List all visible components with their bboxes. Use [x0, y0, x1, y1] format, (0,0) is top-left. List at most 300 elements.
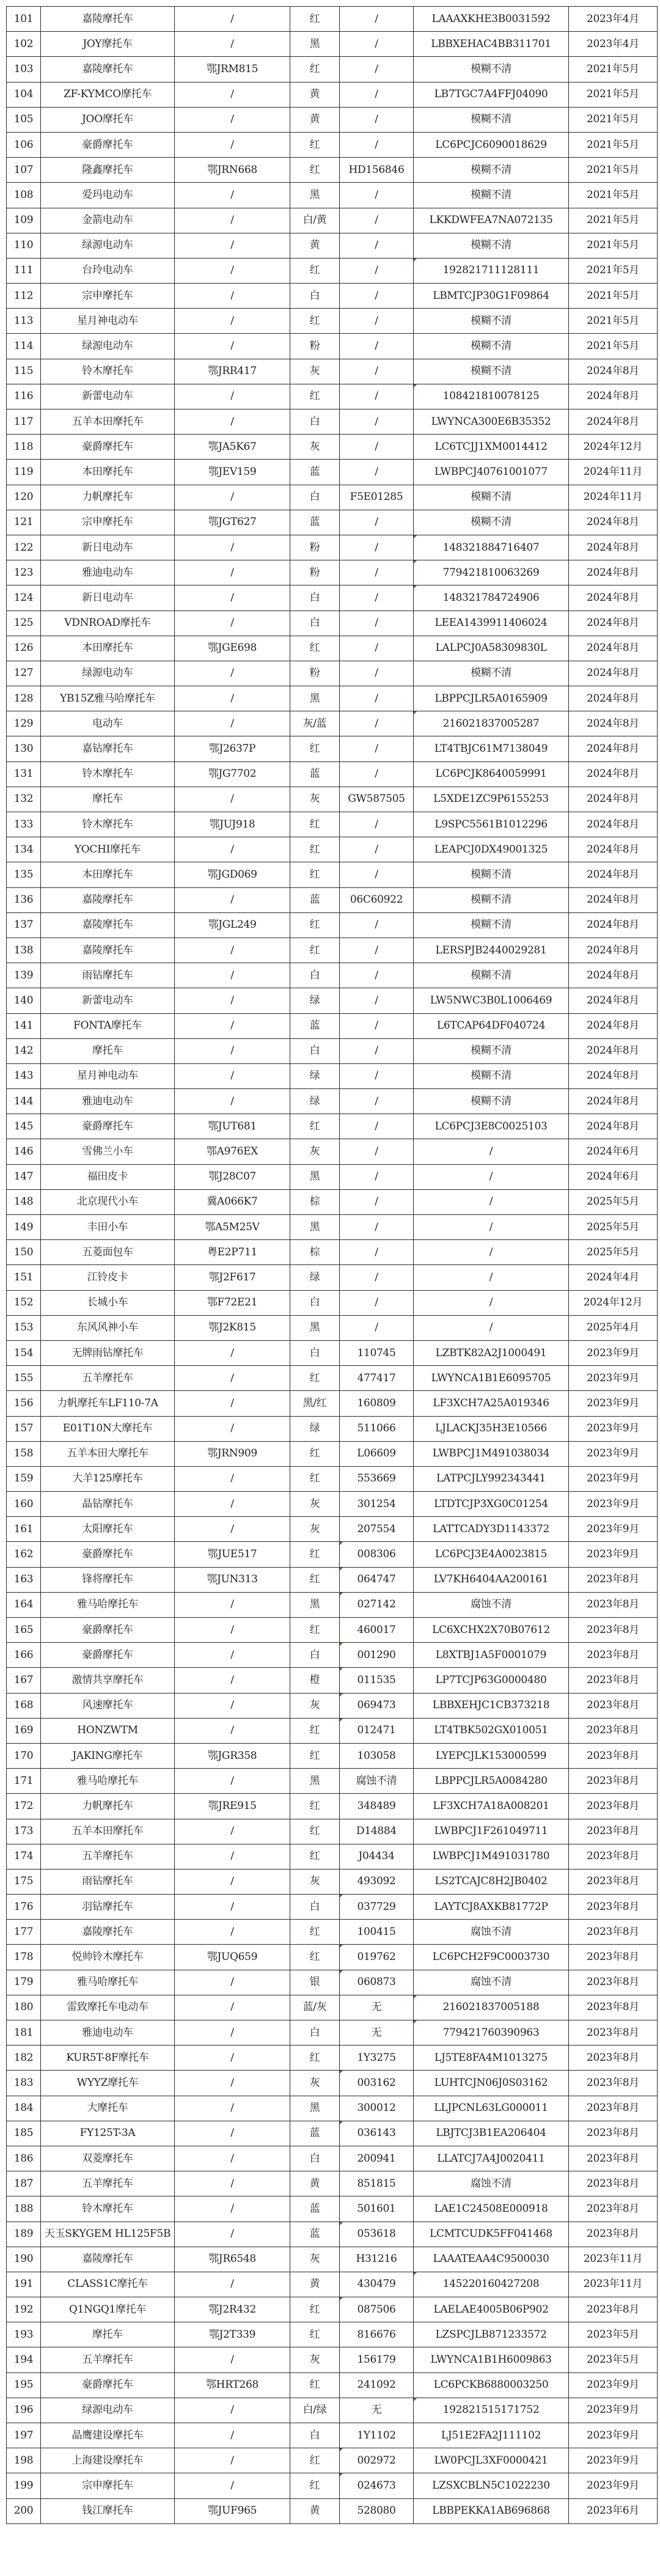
plate-number-cell: /	[175, 686, 290, 711]
row-number-cell: 190	[7, 2247, 41, 2272]
date-cell: 2023年9月	[569, 1542, 658, 1567]
vin-cell: /	[414, 1240, 569, 1265]
plate-number-cell: /	[175, 963, 290, 988]
date-cell: 2023年8月	[569, 1895, 658, 1920]
date-cell: 2023年8月	[569, 2071, 658, 2096]
vin-cell: LATTCADY3D1143372	[414, 1517, 569, 1542]
row-number-cell: 174	[7, 1844, 41, 1869]
color-cell: 白	[290, 2020, 340, 2046]
row-number-cell: 157	[7, 1416, 41, 1441]
date-cell: 2023年8月	[569, 2171, 658, 2196]
color-cell: 红	[290, 2372, 340, 2398]
engine-number-cell: /	[340, 435, 414, 460]
vin-cell: LLJPCNL63LG000011	[414, 2096, 569, 2121]
vin-cell: 模糊不清	[414, 862, 569, 887]
vin-cell: 腐蚀不清	[414, 1920, 569, 1945]
vin-cell: LCMTCUDK5FF041468	[414, 2222, 569, 2247]
plate-number-cell: /	[175, 1869, 290, 1894]
color-cell: 白	[290, 1038, 340, 1063]
table-row	[7, 1089, 658, 1114]
vehicle-name-cell: 晶鹰建设摩托车	[41, 2423, 175, 2448]
engine-number-cell: /	[340, 460, 414, 485]
row-number-cell: 132	[7, 787, 41, 812]
row-number-cell: 124	[7, 585, 41, 611]
plate-number-cell: /	[175, 2096, 290, 2121]
row-number-cell: 101	[7, 7, 41, 32]
engine-number-cell: 300012	[340, 2096, 414, 2121]
date-cell: 2023年8月	[569, 1693, 658, 1718]
vehicle-name-cell: 上海建设摩托车	[41, 2448, 175, 2473]
plate-number-cell: /	[175, 2222, 290, 2247]
vehicle-name-cell: 嘉陵摩托车	[41, 938, 175, 963]
vehicle-name-cell: 晶钻摩托车	[41, 1492, 175, 1517]
engine-number-cell: /	[340, 384, 414, 409]
color-cell: 红	[290, 2473, 340, 2498]
color-cell: 蓝	[290, 2196, 340, 2222]
vin-cell: LALPCJ0A58309830L	[414, 636, 569, 661]
date-cell: 2024年6月	[569, 1139, 658, 1164]
color-cell: 灰	[290, 2247, 340, 2272]
engine-number-cell: /	[340, 636, 414, 661]
plate-number-cell: 鄂J28C07	[175, 1164, 290, 1189]
vin-cell: LBBXEHJC1CB373218	[414, 1693, 569, 1718]
date-cell: 2024年8月	[569, 611, 658, 636]
vehicle-name-cell: 嘉陵摩托车	[41, 912, 175, 938]
date-cell: 2023年8月	[569, 1819, 658, 1844]
row-number-cell: 120	[7, 485, 41, 510]
vin-cell: LATPCJLY992343441	[414, 1466, 569, 1491]
plate-number-cell: 鄂JGT627	[175, 510, 290, 535]
vin-cell: LZSPCJLB871233572	[414, 2322, 569, 2347]
date-cell: 2024年8月	[569, 535, 658, 560]
engine-number-cell: /	[340, 284, 414, 309]
date-cell: 2024年12月	[569, 1290, 658, 1315]
vehicle-name-cell: 钱江摩托车	[41, 2498, 175, 2523]
vin-cell: LF3XCH7A18A008201	[414, 1794, 569, 1819]
engine-number-cell: /	[340, 1089, 414, 1114]
plate-number-cell: /	[175, 2071, 290, 2096]
plate-number-cell: /	[175, 787, 290, 812]
engine-number-cell: /	[340, 359, 414, 384]
engine-number-cell: 002972	[340, 2448, 414, 2473]
vehicle-name-cell: 绿源电动车	[41, 334, 175, 359]
vin-cell: /	[414, 1290, 569, 1315]
date-cell: 2023年11月	[569, 2272, 658, 2297]
engine-number-cell: /	[340, 736, 414, 761]
color-cell: 灰	[290, 2347, 340, 2372]
engine-number-cell: 301254	[340, 1492, 414, 1517]
vin-cell: 模糊不清	[414, 158, 569, 183]
vehicle-name-cell: JOO摩托车	[41, 107, 175, 132]
date-cell: 2024年8月	[569, 938, 658, 963]
color-cell: 银	[290, 1970, 340, 1995]
vin-cell: LERSPJB2440029281	[414, 938, 569, 963]
table-row	[7, 1995, 658, 2020]
vehicle-name-cell: 双菱摩托车	[41, 2146, 175, 2171]
engine-number-cell: /	[340, 334, 414, 359]
vehicle-name-cell: 摩托车	[41, 1038, 175, 1063]
row-number-cell: 159	[7, 1466, 41, 1491]
vehicle-name-cell: 电动车	[41, 711, 175, 736]
vehicle-name-cell: 五羊本田摩托车	[41, 409, 175, 435]
vehicle-name-cell: VDNROAD摩托车	[41, 611, 175, 636]
row-number-cell: 184	[7, 2096, 41, 2121]
table-row	[7, 107, 658, 132]
date-cell: 2024年11月	[569, 460, 658, 485]
date-cell: 2024年8月	[569, 736, 658, 761]
vin-cell: 模糊不清	[414, 661, 569, 686]
plate-number-cell: /	[175, 2046, 290, 2071]
date-cell: 2023年9月	[569, 1466, 658, 1491]
table-row	[7, 485, 658, 510]
table-row	[7, 1063, 658, 1088]
date-cell: 2023年8月	[569, 1743, 658, 1768]
engine-number-cell: /	[340, 132, 414, 157]
vehicle-name-cell: 五羊本田摩托车	[41, 1819, 175, 1844]
row-number-cell: 107	[7, 158, 41, 183]
row-number-cell: 121	[7, 510, 41, 535]
table-row	[7, 2322, 658, 2347]
plate-number-cell: 鄂JUN313	[175, 1567, 290, 1592]
vehicle-name-cell: 太阳摩托车	[41, 1517, 175, 1542]
date-cell: 2024年8月	[569, 1089, 658, 1114]
date-cell: 2021年5月	[569, 258, 658, 283]
row-number-cell: 183	[7, 2071, 41, 2096]
plate-number-cell: 鄂JRM815	[175, 57, 290, 82]
row-number-cell: 152	[7, 1290, 41, 1315]
engine-number-cell: /	[340, 560, 414, 585]
vehicle-name-cell: 东风风神小车	[41, 1315, 175, 1340]
date-cell: 2024年8月	[569, 761, 658, 787]
engine-number-cell: 027142	[340, 1592, 414, 1617]
date-cell: 2024年6月	[569, 1164, 658, 1189]
vehicle-name-cell: 铃木摩托车	[41, 2196, 175, 2222]
vehicle-name-cell: 新蕾电动车	[41, 988, 175, 1013]
table-row	[7, 2272, 658, 2297]
vehicle-name-cell: 天玉SKYGEM HL125F5B	[41, 2222, 175, 2247]
date-cell: 2023年8月	[569, 1718, 658, 1743]
vehicle-name-cell: 五羊摩托车	[41, 1366, 175, 1391]
table-row	[7, 1139, 658, 1164]
plate-number-cell: /	[175, 132, 290, 157]
vin-cell: L6TCAP64DF040724	[414, 1013, 569, 1038]
engine-number-cell: /	[340, 258, 414, 283]
date-cell: 2024年11月	[569, 485, 658, 510]
vehicle-name-cell: 大羊125摩托车	[41, 1466, 175, 1491]
vehicle-name-cell: 雅马哈摩托车	[41, 1592, 175, 1617]
plate-number-cell: /	[175, 1038, 290, 1063]
color-cell: 蓝/灰	[290, 1995, 340, 2020]
table-row	[7, 258, 658, 283]
engine-number-cell: 060873	[340, 1970, 414, 1995]
engine-number-cell: /	[340, 1290, 414, 1315]
vin-cell: /	[414, 1315, 569, 1340]
color-cell: 白	[290, 1290, 340, 1315]
row-number-cell: 142	[7, 1038, 41, 1063]
row-number-cell: 150	[7, 1240, 41, 1265]
plate-number-cell: /	[175, 1013, 290, 1038]
vehicle-name-cell: 雅迪电动车	[41, 560, 175, 585]
engine-number-cell: 001290	[340, 1643, 414, 1668]
engine-number-cell: 207554	[340, 1517, 414, 1542]
table-row	[7, 460, 658, 485]
engine-number-cell: D14884	[340, 1819, 414, 1844]
plate-number-cell: /	[175, 1492, 290, 1517]
color-cell: 红	[290, 912, 340, 938]
engine-number-cell: /	[340, 661, 414, 686]
vin-cell: 779421810063269	[414, 560, 569, 585]
vin-cell: LAELAE4005B06P902	[414, 2297, 569, 2322]
color-cell: 蓝	[290, 887, 340, 912]
color-cell: 白	[290, 585, 340, 611]
row-number-cell: 122	[7, 535, 41, 560]
table-row	[7, 57, 658, 82]
engine-number-cell: 069473	[340, 1693, 414, 1718]
row-number-cell: 173	[7, 1819, 41, 1844]
row-number-cell: 198	[7, 2448, 41, 2473]
vehicle-name-cell: 嘉陵摩托车	[41, 1920, 175, 1945]
vehicle-name-cell: 豪爵摩托车	[41, 1618, 175, 1643]
table-row	[7, 1844, 658, 1869]
plate-number-cell: /	[175, 1366, 290, 1391]
date-cell: 2023年9月	[569, 1366, 658, 1391]
date-cell: 2021年5月	[569, 284, 658, 309]
row-number-cell: 199	[7, 2473, 41, 2498]
vehicle-name-cell: YOCHI摩托车	[41, 837, 175, 862]
vin-cell: 模糊不清	[414, 887, 569, 912]
engine-number-cell: /	[340, 862, 414, 887]
plate-number-cell: 鄂JG7702	[175, 761, 290, 787]
date-cell: 2024年8月	[569, 787, 658, 812]
engine-number-cell: 493092	[340, 1869, 414, 1894]
vin-cell: LZSXCBLN5C1022230	[414, 2473, 569, 2498]
table-row	[7, 912, 658, 938]
date-cell: 2023年9月	[569, 1441, 658, 1466]
plate-number-cell: /	[175, 1466, 290, 1491]
color-cell: 红	[290, 1718, 340, 1743]
engine-number-cell: /	[340, 1164, 414, 1189]
vin-cell: LTDTCJP3XG0C01254	[414, 1492, 569, 1517]
table-row	[7, 1114, 658, 1139]
vehicle-name-cell: 豪爵摩托车	[41, 2372, 175, 2398]
row-number-cell: 103	[7, 57, 41, 82]
row-number-cell: 127	[7, 661, 41, 686]
date-cell: 2023年9月	[569, 2473, 658, 2498]
vin-cell: 模糊不清	[414, 107, 569, 132]
plate-number-cell: /	[175, 107, 290, 132]
color-cell: 红	[290, 1794, 340, 1819]
vin-cell: 192821711128111	[414, 258, 569, 283]
vehicle-name-cell: 本田摩托车	[41, 636, 175, 661]
plate-number-cell: 鄂JUJ918	[175, 812, 290, 837]
table-row	[7, 309, 658, 334]
color-cell: 红	[290, 1441, 340, 1466]
date-cell: 2021年5月	[569, 158, 658, 183]
table-row	[7, 1769, 658, 1794]
row-number-cell: 140	[7, 988, 41, 1013]
engine-number-cell: 无	[340, 1995, 414, 2020]
date-cell: 2023年8月	[569, 1995, 658, 2020]
table-row	[7, 1340, 658, 1365]
vin-cell: /	[414, 1189, 569, 1214]
color-cell: 白	[290, 611, 340, 636]
vin-cell: L5XDE1ZC9P6155253	[414, 787, 569, 812]
table-row	[7, 183, 658, 208]
vin-cell: LWBPCJ1F261049711	[414, 1819, 569, 1844]
vin-cell: LB7TGC7A4FFJ04090	[414, 82, 569, 107]
plate-number-cell: /	[175, 1643, 290, 1668]
table-row	[7, 585, 658, 611]
engine-number-cell: 553669	[340, 1466, 414, 1491]
vehicle-name-cell: 豪爵摩托车	[41, 1114, 175, 1139]
color-cell: 绿	[290, 1265, 340, 1290]
row-number-cell: 175	[7, 1869, 41, 1894]
date-cell: 2023年9月	[569, 2372, 658, 2398]
date-cell: 2023年9月	[569, 2398, 658, 2423]
row-number-cell: 185	[7, 2121, 41, 2146]
vehicle-name-cell: 本田摩托车	[41, 862, 175, 887]
plate-number-cell: /	[175, 938, 290, 963]
vin-cell: LJ5TE8FA4M1013275	[414, 2046, 569, 2071]
date-cell: 2024年8月	[569, 963, 658, 988]
plate-number-cell: 鄂J2K815	[175, 1315, 290, 1340]
engine-number-cell: /	[340, 409, 414, 435]
plate-number-cell: 鄂JRR417	[175, 359, 290, 384]
vehicle-name-cell: 新日电动车	[41, 585, 175, 611]
color-cell: 粉	[290, 560, 340, 585]
row-number-cell: 156	[7, 1391, 41, 1416]
date-cell: 2024年8月	[569, 686, 658, 711]
row-number-cell: 116	[7, 384, 41, 409]
engine-number-cell: F5E01285	[340, 485, 414, 510]
row-number-cell: 200	[7, 2498, 41, 2523]
plate-number-cell: /	[175, 32, 290, 57]
color-cell: 红	[290, 258, 340, 283]
vehicle-name-cell: 新日电动车	[41, 535, 175, 560]
vehicle-name-cell: 铃木摩托车	[41, 359, 175, 384]
engine-number-cell: 无	[340, 2398, 414, 2423]
plate-number-cell: /	[175, 1668, 290, 1693]
date-cell: 2025年5月	[569, 1189, 658, 1214]
table-row	[7, 1013, 658, 1038]
row-number-cell: 148	[7, 1189, 41, 1214]
plate-number-cell: /	[175, 2347, 290, 2372]
table-row	[7, 1240, 658, 1265]
vin-cell: LWBPCJ1M491038034	[414, 1441, 569, 1466]
row-number-cell: 133	[7, 812, 41, 837]
plate-number-cell: /	[175, 284, 290, 309]
engine-number-cell: L06609	[340, 1441, 414, 1466]
color-cell: 红	[290, 2322, 340, 2347]
table-row	[7, 636, 658, 661]
row-number-cell: 160	[7, 1492, 41, 1517]
color-cell: 黑	[290, 1215, 340, 1240]
color-cell: 灰/蓝	[290, 711, 340, 736]
table-row	[7, 1743, 658, 1768]
color-cell: 红	[290, 1618, 340, 1643]
date-cell: 2023年8月	[569, 1567, 658, 1592]
date-cell: 2024年8月	[569, 384, 658, 409]
vin-cell: 腐蚀不清	[414, 2171, 569, 2196]
engine-number-cell: 腐蚀不清	[340, 1769, 414, 1794]
plate-number-cell: 鄂JUT681	[175, 1114, 290, 1139]
row-number-cell: 167	[7, 1668, 41, 1693]
row-number-cell: 186	[7, 2146, 41, 2171]
date-cell: 2024年8月	[569, 409, 658, 435]
vehicle-name-cell: 五羊摩托车	[41, 2347, 175, 2372]
plate-number-cell: /	[175, 711, 290, 736]
vehicle-name-cell: 隆鑫摩托车	[41, 158, 175, 183]
row-number-cell: 111	[7, 258, 41, 283]
engine-number-cell: /	[340, 32, 414, 57]
row-number-cell: 114	[7, 334, 41, 359]
row-number-cell: 195	[7, 2372, 41, 2398]
vin-cell: LBMTCJP30G1F09864	[414, 284, 569, 309]
vehicle-name-cell: ZF-KYMCO摩托车	[41, 82, 175, 107]
color-cell: 红	[290, 1466, 340, 1491]
table-row	[7, 1038, 658, 1063]
row-number-cell: 136	[7, 887, 41, 912]
table-row	[7, 158, 658, 183]
vin-cell: 模糊不清	[414, 334, 569, 359]
vehicle-table	[6, 6, 658, 2524]
plate-number-cell: 鄂JGR358	[175, 1743, 290, 1768]
date-cell: 2024年8月	[569, 510, 658, 535]
vin-cell: L9SPC5561B1012296	[414, 812, 569, 837]
table-row	[7, 2020, 658, 2046]
vehicle-name-cell: 雨钻摩托车	[41, 1869, 175, 1894]
engine-number-cell: /	[340, 812, 414, 837]
row-number-cell: 145	[7, 1114, 41, 1139]
date-cell: 2023年8月	[569, 2222, 658, 2247]
row-number-cell: 117	[7, 409, 41, 435]
engine-number-cell: 348489	[340, 1794, 414, 1819]
date-cell: 2024年8月	[569, 812, 658, 837]
vehicle-name-cell: 豪爵摩托车	[41, 1643, 175, 1668]
engine-number-cell: /	[340, 1063, 414, 1088]
plate-number-cell: /	[175, 2473, 290, 2498]
row-number-cell: 134	[7, 837, 41, 862]
table-row	[7, 686, 658, 711]
date-cell: 2024年8月	[569, 1038, 658, 1063]
row-number-cell: 181	[7, 2020, 41, 2046]
vehicle-name-cell: 五菱面包车	[41, 1240, 175, 1265]
color-cell: 红	[290, 837, 340, 862]
plate-number-cell: /	[175, 183, 290, 208]
plate-number-cell: /	[175, 1844, 290, 1869]
date-cell: 2023年4月	[569, 32, 658, 57]
color-cell: 红	[290, 1819, 340, 1844]
row-number-cell: 154	[7, 1340, 41, 1365]
engine-number-cell: 无	[340, 2020, 414, 2046]
date-cell: 2024年12月	[569, 435, 658, 460]
engine-number-cell: HD156846	[340, 158, 414, 183]
color-cell: 白	[290, 2423, 340, 2448]
color-cell: 灰	[290, 1869, 340, 1894]
vehicle-name-cell: 绿源电动车	[41, 661, 175, 686]
vehicle-name-cell: 宗申摩托车	[41, 2473, 175, 2498]
table-row	[7, 359, 658, 384]
vin-cell: 腐蚀不清	[414, 1970, 569, 1995]
color-cell: 红	[290, 862, 340, 887]
engine-number-cell: 501601	[340, 2196, 414, 2222]
date-cell: 2023年9月	[569, 1416, 658, 1441]
table-row	[7, 661, 658, 686]
vin-cell: LT4TBJC61M7138049	[414, 736, 569, 761]
vin-cell: LS2TCAJC8H2JB0402	[414, 1869, 569, 1894]
row-number-cell: 189	[7, 2222, 41, 2247]
vin-cell: 779421760390963	[414, 2020, 569, 2046]
